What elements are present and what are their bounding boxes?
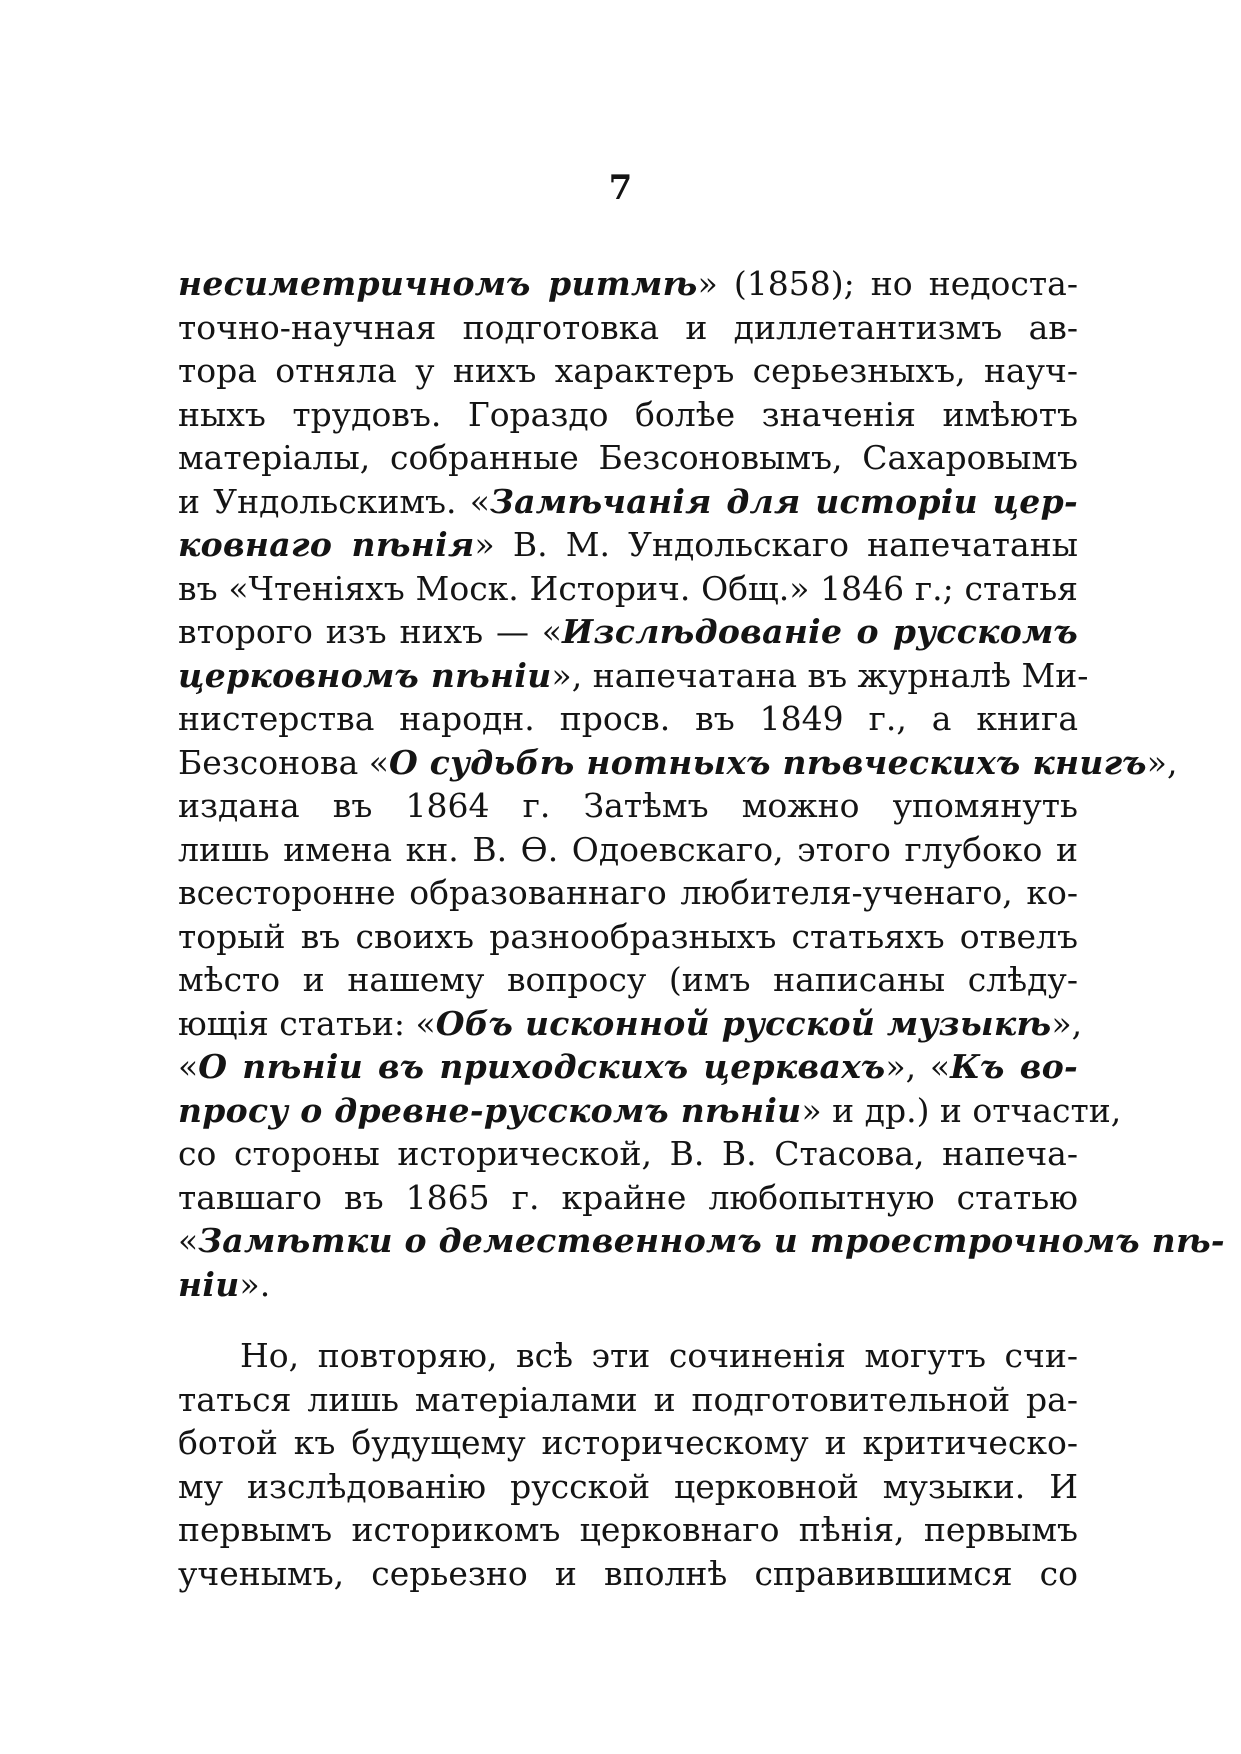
text-line [178,915,1078,959]
text-segment: », [1146,742,1178,782]
italic-title-segment: ковнаго пѣнія [178,525,475,564]
text-line [178,1219,1225,1263]
text-segment: ученымъ, серьезно и вполнѣ справившимся со [178,1553,1078,1593]
text-segment: » (1858); но недоста- [697,264,1078,303]
text-segment: всесторонне образованнаго любителя-ученаго, ко- [178,873,1078,912]
text-segment: и Ундольскимъ. « [178,481,490,521]
text-segment: ющія статьи: « [178,1003,436,1043]
text-segment: ботой къ будущему историческому и критическо- [178,1423,1078,1462]
italic-title-segment: несиметричномъ ритмѣ [178,264,698,303]
page-number: 7 [608,168,633,208]
text-line [178,306,1078,350]
text-segment: таться лишь матеріалами и подготовительной ра- [178,1379,1078,1419]
italic-title-segment: церковномъ пѣніи [178,655,552,695]
italic-title-segment: Замѣтки о демественномъ и троестрочномъ пѣ- [198,1221,1225,1260]
text-line [178,480,1078,524]
text-line [178,262,1078,306]
text-line [178,741,1178,785]
italic-title-segment: Изслѣдованіе о русскомъ [561,612,1079,651]
text-line [178,1176,1078,1220]
text-segment: ». [239,1264,271,1304]
text-segment: », « [885,1047,951,1086]
text-line [178,1089,1122,1133]
text-segment: въ «Чтеніяхъ Моск. Историч. Общ.» 1846 г.; статья [178,568,1078,608]
text-line [178,958,1078,1002]
text-line [178,784,1078,828]
text-line [178,871,1078,915]
text-line [178,1334,1078,1378]
italic-title-segment: О пѣніи въ приходскихъ церквахъ [198,1047,886,1086]
text-segment: второго изъ нихъ — « [178,612,562,651]
text-line [178,1552,1078,1596]
text-segment: торый въ своихъ разнообразныхъ статьяхъ отвелъ [178,916,1078,956]
text-segment: матеріалы, собранные Безсоновымъ, Сахаровымъ [178,438,1078,477]
text-segment: », [1051,1003,1083,1043]
text-segment: нистерства народн. просв. въ 1849 г., а книга [178,699,1078,738]
text-line [178,1045,1078,1089]
text-segment: издана въ 1864 г. Затѣмъ можно упомянуть [178,786,1078,825]
text-segment: первымъ историкомъ церковнаго пѣнія, первымъ [178,1510,1078,1549]
text-segment: » и др.) и отчасти, [801,1090,1122,1130]
italic-title-segment: О судьбѣ нотныхъ пѣвческихъ книгъ [388,742,1147,782]
italic-title-segment: просу о древне-русскомъ пѣніи [178,1090,802,1130]
text-line [178,1263,1078,1307]
text-segment: тавшаго въ 1865 г. крайне любопытную статью [178,1177,1078,1217]
text-line [178,1465,1078,1509]
text-line [178,697,1078,741]
text-line [178,1002,1083,1046]
text-segment: « [178,1221,199,1260]
text-segment: му изслѣдованію русской церковной музыки. И [178,1466,1078,1506]
paragraph-2 [178,1334,1078,1595]
text-line [178,393,1078,437]
italic-title-segment: Замѣчанія для исторіи цер- [490,481,1078,521]
text-segment: лишь имена кн. В. Ѳ. Одоевскаго, этого глубоко и [178,829,1078,869]
text-line [178,828,1078,872]
text-line [178,610,1078,654]
text-line [178,567,1078,611]
text-segment: », напечатана въ журналѣ Ми- [551,655,1089,695]
italic-title-segment: ніи [178,1264,240,1304]
text-segment: « [178,1047,199,1086]
text-line [178,1378,1078,1422]
text-segment: точно-научная подготовка и диллетантизмъ ав- [178,307,1078,347]
text-segment: » В. М. Ундольскаго напечатаны [474,525,1078,564]
text-segment: Но, повторяю, всѣ эти сочиненія могутъ счи- [240,1336,1078,1375]
text-segment: Безсонова « [178,742,389,782]
text-segment: тора отняла у нихъ характеръ серьезныхъ, науч- [178,351,1078,390]
text-line [178,654,1089,698]
text-segment: со стороны исторической, В. В. Стасова, напеча- [178,1134,1078,1173]
text-line [178,1421,1078,1465]
text-line [178,349,1078,393]
italic-title-segment: Къ во- [950,1047,1079,1086]
italic-title-segment: Объ исконной русской музыкѣ [435,1003,1052,1043]
text-line [178,523,1078,567]
text-line [178,436,1078,480]
text-line [178,1132,1078,1176]
paragraph-1 [178,262,1225,1306]
text-line [178,1508,1078,1552]
text-segment: мѣсто и нашему вопросу (имъ написаны слѣду- [178,960,1078,999]
text-segment: ныхъ трудовъ. Гораздо болѣе значенія имѣютъ [178,394,1078,434]
